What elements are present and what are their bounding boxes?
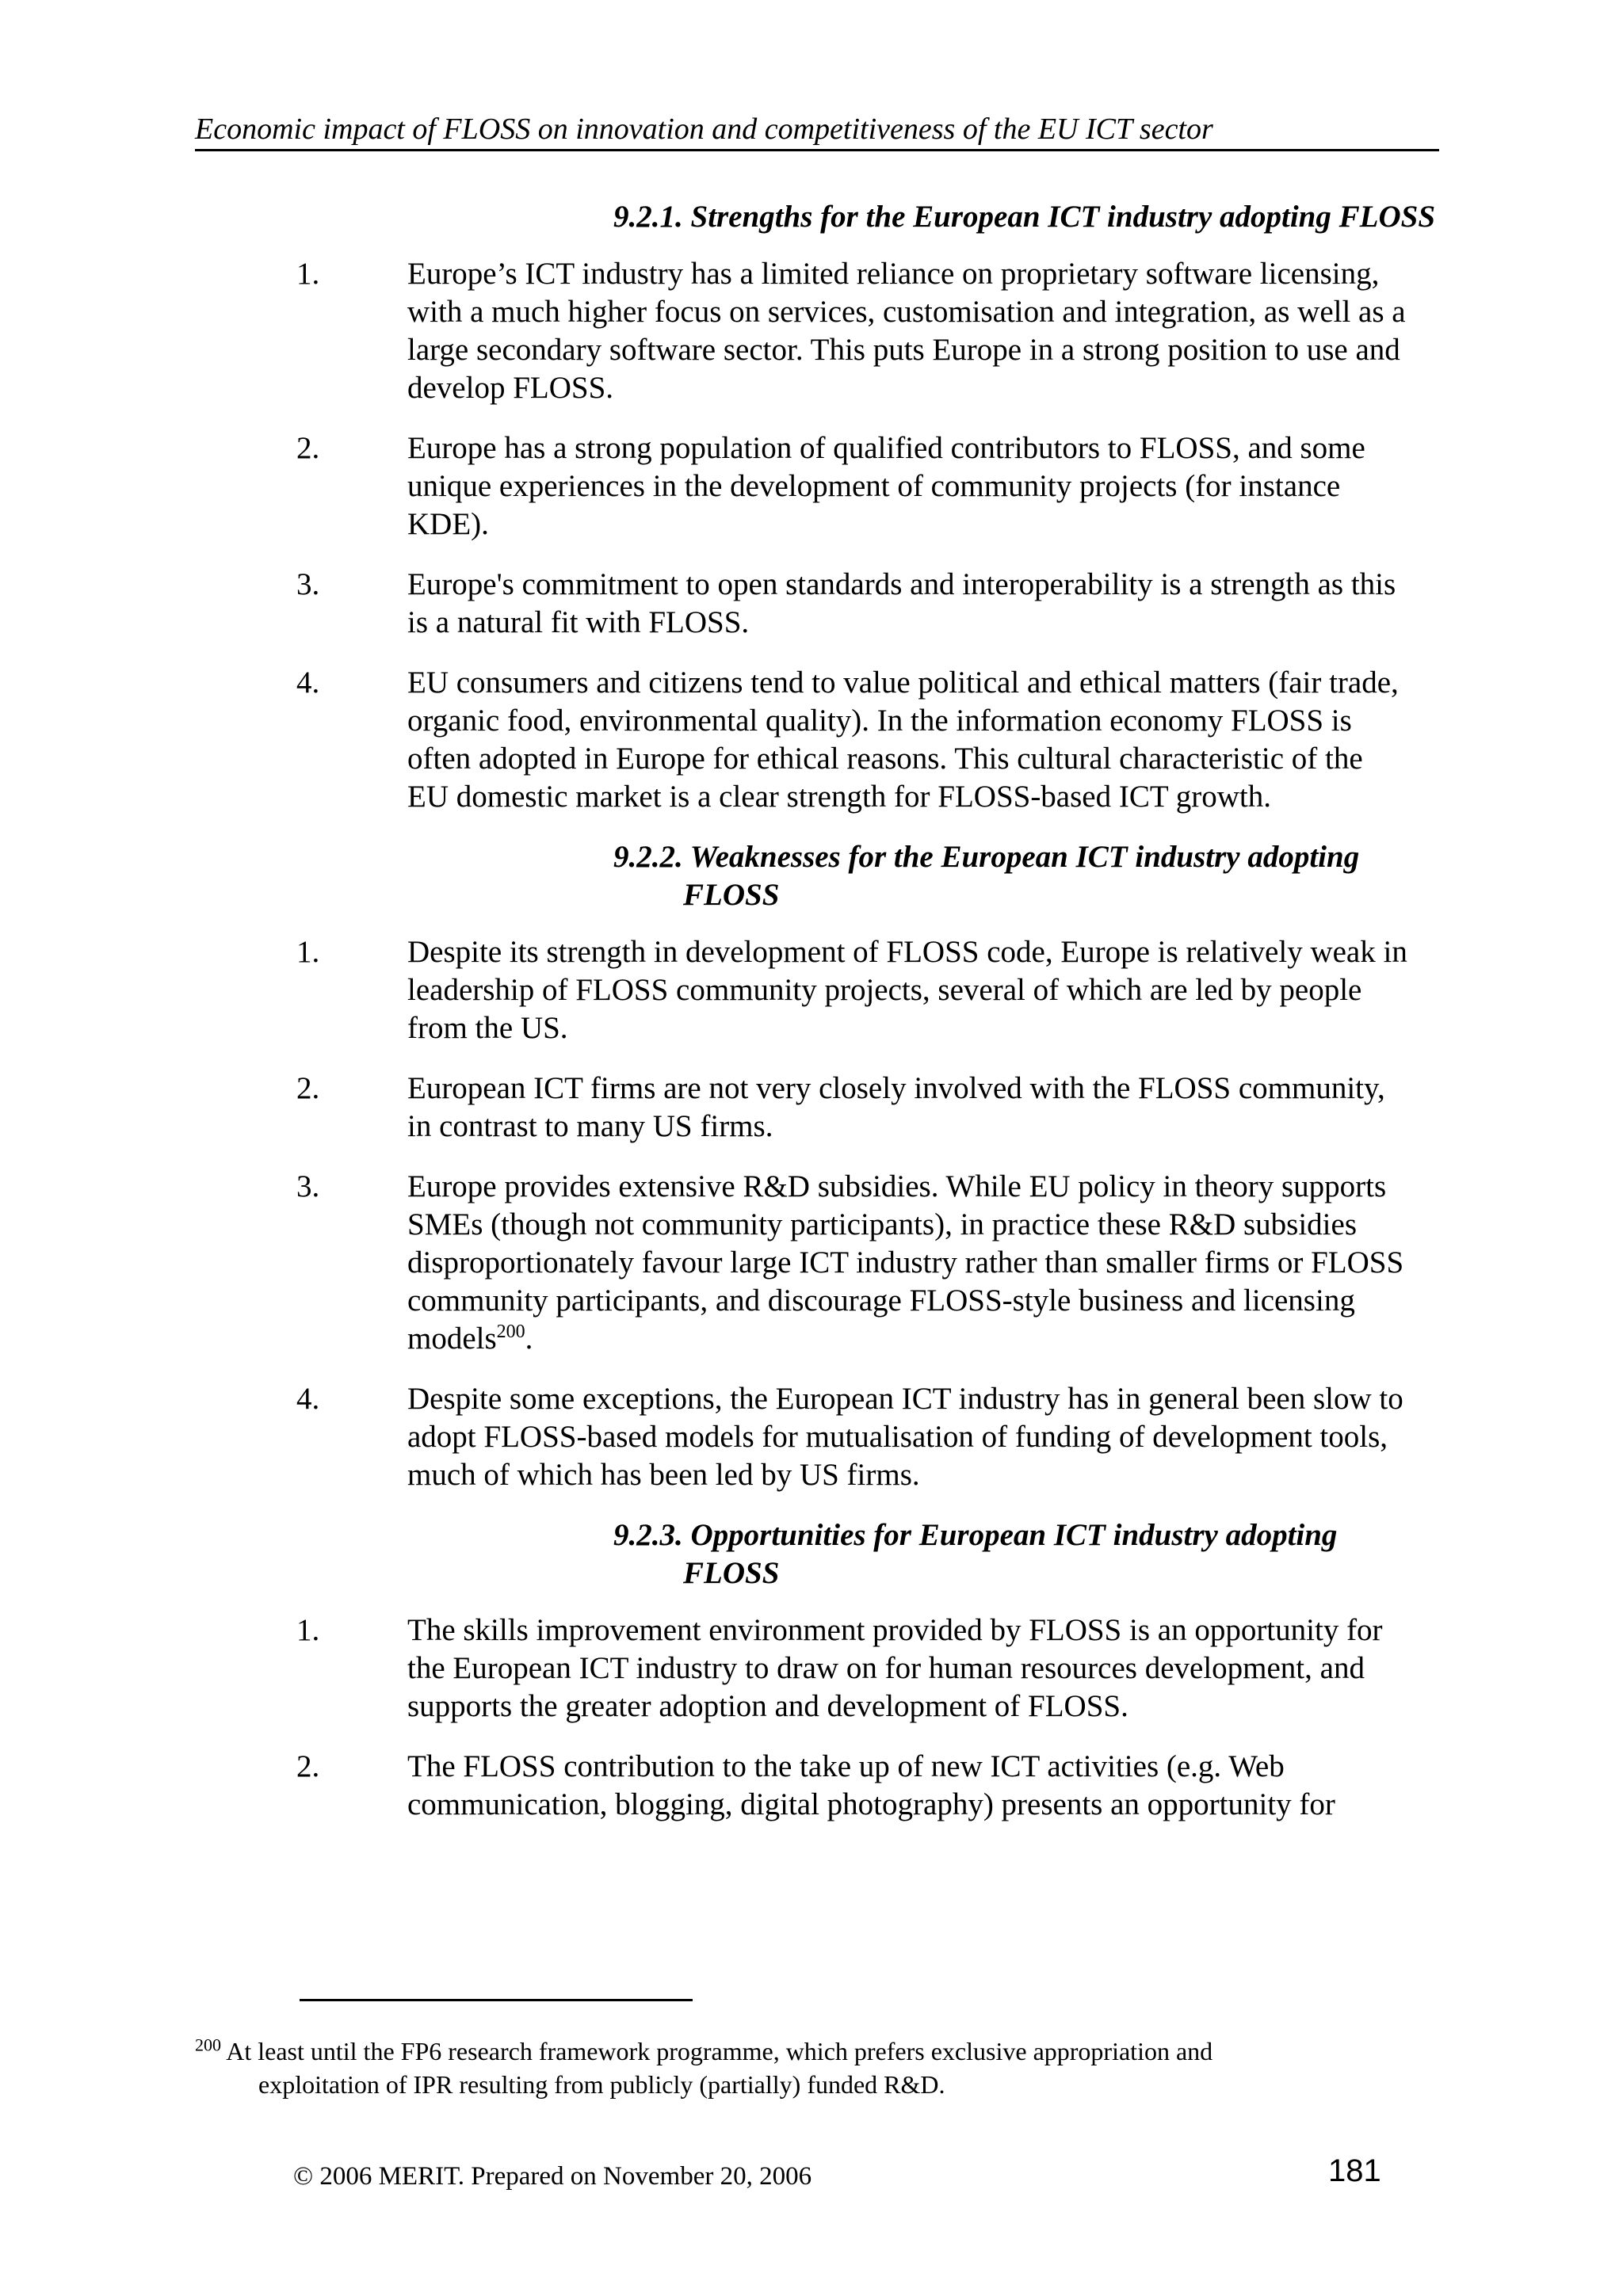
running-header: Economic impact of FLOSS on innovation and competitiveness of the EU ICT sector [195,111,1439,151]
list-item-text: The skills improvement environment provided by FLOSS is an opportunity for the European ICT industry to draw on for human resources development, and supports the greater adoption and development of FLOSS. [407,1613,1383,1723]
list-item-number: 4. [296,1382,320,1416]
list-item-number: 1. [296,1613,320,1647]
page-number: 181 [1328,2153,1381,2188]
section-heading-weaknesses: 9.2.2. Weaknesses for the European ICT industry adopting FLOSS [613,840,1360,912]
section-heading-opportunities: 9.2.3. Opportunities for European ICT industry adopting FLOSS [613,1518,1338,1590]
list-item-text: Europe has a strong population of qualified contributors to FLOSS, and some unique experiences in the development of community projects (for instance KDE). [407,431,1365,541]
page-body [195,198,1439,1846]
list-item [195,1748,1439,1824]
list-item [195,933,1439,1047]
list-item-text: Despite its strength in development of FLOSS code, Europe is relatively weak in leadership of FLOSS community projects, several of which are led by people from the US. [407,935,1407,1045]
list-item-text: EU consumers and citizens tend to value political and ethical matters (fair trade, organic food, environmental quality). In the information economy FLOSS is often adopted in Europe for ethical reasons. This cultural characteristic of the EU domestic market is a clear strength for FLOSS-based ICT growth. [407,666,1399,814]
footnote-text-line2: exploitation of IPR resulting from publicly (partially) funded R&D. [258,2070,945,2099]
list-item [195,1611,1439,1726]
list-item-number: 3. [296,567,320,601]
footnote-text-line1: At least until the FP6 research framework programme, which prefers exclusive appropriation and [221,2037,1213,2065]
list-item [195,664,1439,816]
list-item-number: 4. [296,666,320,700]
list-item-text: Europe provides extensive R&D subsidies. While EU policy in theory supports SMEs (though not community participants), in practice these R&D subsidies disproportionately favour large ICT industry rather than smaller firms or FLOSS community participants, and discourage FLOSS-style business and licensing models [407,1169,1404,1356]
list-item-number: 1. [296,257,320,291]
list-item-number: 3. [296,1169,320,1203]
list-item-number: 2. [296,1071,320,1105]
footnote-reference[interactable]: 200 [496,1322,525,1342]
list-item-text: The FLOSS contribution to the take up of new ICT activities (e.g. Web communication, blogging, digital photography) presents an opportunity for [407,1749,1335,1821]
list-item [195,1380,1439,1494]
footnote-divider [300,1999,693,2001]
section-heading-strengths: 9.2.1. Strengths for the European ICT industry adopting FLOSS [613,200,1436,234]
footnote [195,2035,1400,2101]
list-item-number: 2. [296,1749,320,1783]
footnote-mark: 200 [195,2035,221,2055]
list-item-text: European ICT firms are not very closely involved with the FLOSS community, in contrast to many US firms. [407,1071,1385,1143]
list-item [195,566,1439,642]
list-item [195,429,1439,543]
list-item [195,255,1439,407]
list-item-text-suffix: . [525,1322,533,1356]
list-item [195,1168,1439,1358]
list-item-number: 1. [296,935,320,969]
footer-copyright: © 2006 MERIT. Prepared on November 20, 2006 [293,2162,812,2191]
list-item-number: 2. [296,431,320,465]
list-item [195,1070,1439,1146]
list-item-text: Despite some exceptions, the European ICT industry has in general been slow to adopt FLOSS-based models for mutualisation of funding of development tools, much of which has been led by US firms. [407,1382,1403,1492]
list-item-text: Europe's commitment to open standards and interoperability is a strength as this is a natural fit with FLOSS. [407,567,1396,639]
list-item-text: Europe’s ICT industry has a limited reliance on proprietary software licensing, with a much higher focus on services, customisation and integration, as well as a large secondary software sector. This puts Europe in a strong position to use and develop FLOSS. [407,257,1406,405]
list-item-text-with-footnote [407,1168,1407,1358]
